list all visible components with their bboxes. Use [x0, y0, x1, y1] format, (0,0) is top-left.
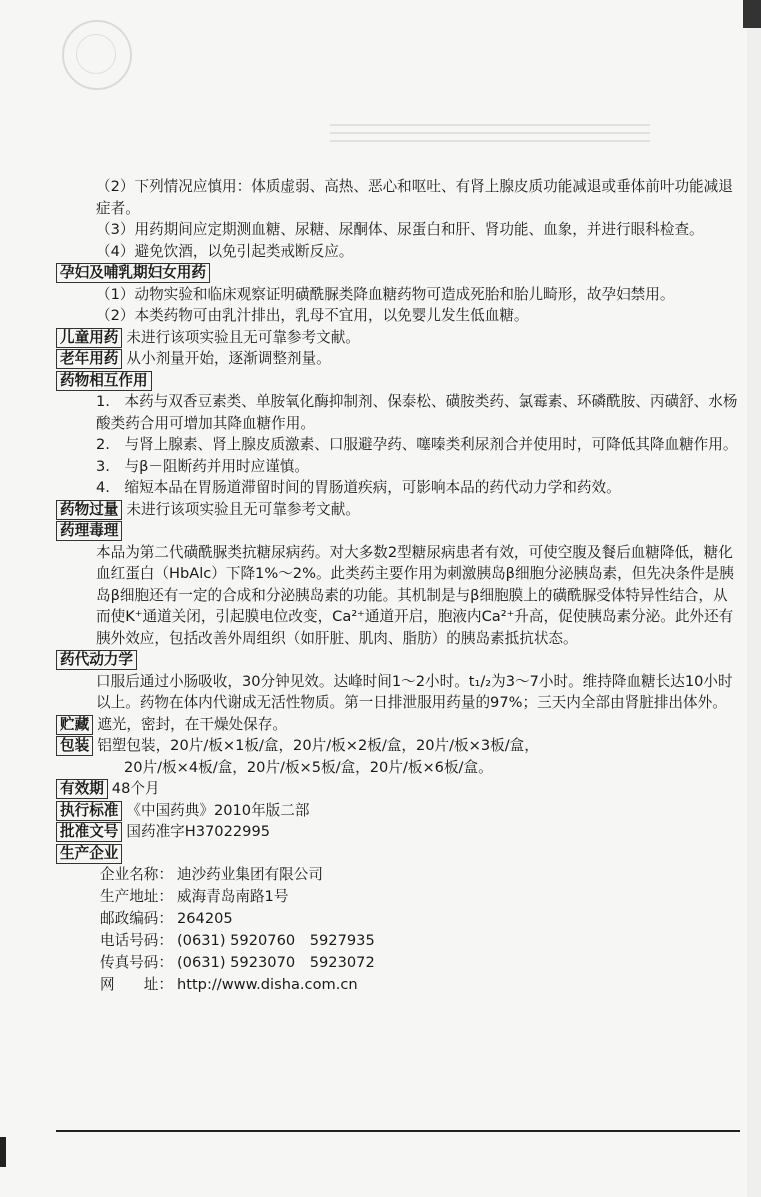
interaction-item: 3. 与β－阻断药并用时应谨慎。	[96, 457, 309, 475]
section-text: 遮光，密封，在干燥处保存。	[97, 715, 287, 733]
section-heading: 孕妇及哺乳期妇女用药	[56, 263, 210, 283]
bottom-rule	[56, 1130, 740, 1132]
interaction-item: 4. 缩短本品在胃肠道滞留时间的胃肠道疾病，可影响本品的药代动力学和药效。	[96, 479, 621, 496]
section-text: 未进行该项实验且无可靠参考文献。	[126, 328, 360, 346]
section-heading: 包装	[56, 736, 93, 756]
section-heading: 执行标准	[56, 801, 122, 821]
pharmacology-text: 本品为第二代磺酰脲类抗糖尿病药。对大多数2型糖尿病患者有效，可使空腹及餐后血糖降低，糖化血红蛋白（HbAlc）下降1%～2%。此类药主要作用为刺激胰岛β细胞分泌胰岛素，但先决条件是胰岛β细胞还有一定的合成和分泌胰岛素的功能。其机制是与β细胞膜上的磺酰脲受体特异性结合，从而使K⁺通道关闭，引起膜电位改变，Ca²⁺通道开启，胞液内Ca²⁺升高，促使胰岛素分泌。此外还有胰外效应，包括改善外周组织（如肝脏、肌肉、脂肪）的胰岛素抵抗状态。	[96, 543, 734, 647]
pharmacokinetics-text: 口服后通过小肠吸收，30分钟见效。达峰时间1～2小时。t₁/₂为3～7小时。维持降血糖长达10小时以上。药物在体内代谢成无活性物质。第一日排泄服用药量的97%；三天内全部由肾脏排出体外。	[96, 672, 733, 711]
leaflet-body	[56, 176, 740, 996]
company-fax-row: 传真号码： (0631) 5923070 5923072	[100, 954, 375, 971]
section-pregnancy	[56, 262, 740, 284]
company-address-row: 生产地址： 威海青岛南路1号	[100, 888, 289, 905]
faded-header-lines	[330, 118, 650, 166]
section-storage	[56, 714, 740, 736]
section-interactions	[56, 370, 740, 392]
section-heading: 批准文号	[56, 822, 122, 842]
section-text: 未进行该项实验且无可靠参考文献。	[126, 500, 360, 518]
section-heading: 药理毒理	[56, 521, 122, 541]
section-heading: 药物相互作用	[56, 371, 152, 391]
section-text: 《中国药典》2010年版二部	[126, 801, 310, 819]
section-overdose	[56, 499, 740, 521]
pregnancy-item: （2）本类药物可由乳汁排出，乳母不宜用，以免婴儿发生低血糖。	[96, 307, 529, 324]
section-manufacturer	[56, 843, 740, 865]
section-package	[56, 735, 740, 757]
section-heading: 老年用药	[56, 349, 122, 369]
company-postcode-row: 邮政编码： 264205	[100, 910, 233, 927]
corner-mark	[743, 0, 761, 28]
company-website-row: 网 址： http://www.disha.com.cn	[100, 976, 358, 993]
section-text: 48个月	[111, 780, 160, 797]
logo-seal	[62, 20, 132, 90]
section-heading: 药物过量	[56, 500, 122, 520]
section-expiry	[56, 778, 740, 800]
precaution-item: （2）下列情况应慎用：体质虚弱、高热、恶心和呕吐、有肾上腺皮质功能减退或垂体前叶功能减退症者。	[96, 178, 733, 217]
section-heading: 儿童用药	[56, 328, 122, 348]
precaution-item: （3）用药期间应定期测血糖、尿糖、尿酮体、尿蛋白和肝、肾功能、血象，并进行眼科检查。	[96, 221, 704, 238]
section-pharmacology	[56, 520, 740, 542]
section-pharmacokinetics	[56, 649, 740, 671]
package-continued: 20片/板×4板/盒，20片/板×5板/盒，20片/板×6板/盒。	[124, 758, 493, 776]
manufacturer-info	[56, 864, 740, 996]
interaction-item: 1. 本药与双香豆素类、单胺氧化酶抑制剂、保泰松、磺胺类药、氯霉素、环磷酰胺、丙磺舒、水杨酸类药合用可增加其降血糖作用。	[96, 393, 738, 432]
pregnancy-item: （1）动物实验和临床观察证明磺酰脲类降血糖药物可造成死胎和胎儿畸形，故孕妇禁用。	[96, 285, 675, 303]
company-phone-row: 电话号码： (0631) 5920760 5927935	[100, 932, 375, 949]
section-approval	[56, 821, 740, 843]
section-standard	[56, 800, 740, 822]
section-children	[56, 327, 740, 349]
section-text: 铝塑包装，20片/板×1板/盒，20片/板×2板/盒，20片/板×3板/盒，	[97, 737, 539, 754]
section-heading: 贮藏	[56, 715, 93, 735]
section-elderly	[56, 348, 740, 370]
section-text: 国药准字H37022995	[126, 823, 271, 840]
section-heading: 有效期	[56, 779, 108, 799]
section-heading: 生产企业	[56, 844, 122, 864]
corner-mark	[0, 1137, 6, 1167]
section-text: 从小剂量开始，逐渐调整剂量。	[126, 350, 331, 367]
company-name-row: 企业名称： 迪沙药业集团有限公司	[100, 866, 323, 883]
interaction-item: 2. 与肾上腺素、肾上腺皮质激素、口服避孕药、噻嗪类利尿剂合并使用时，可降低其降血糖作用。	[96, 436, 738, 453]
precaution-item: （4）避免饮酒，以免引起类戒断反应。	[96, 242, 354, 260]
page-edge	[747, 0, 761, 1197]
section-heading: 药代动力学	[56, 650, 137, 670]
